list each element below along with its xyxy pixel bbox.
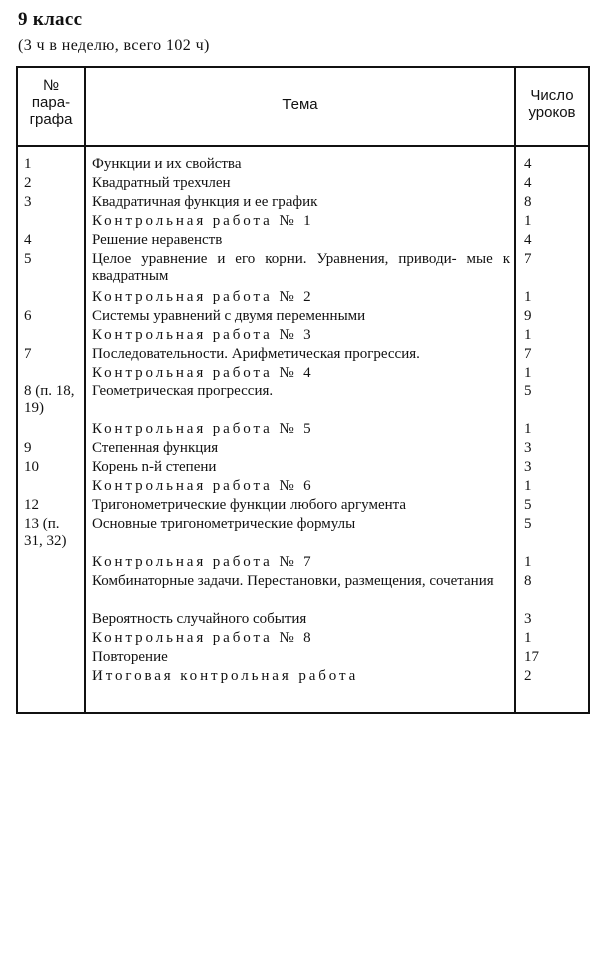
header-topic: Тема bbox=[282, 96, 318, 113]
header-divider bbox=[16, 145, 590, 147]
topic-cell: Контрольная работа № 4 bbox=[92, 365, 314, 381]
paragraph-number: 1 bbox=[24, 156, 32, 172]
lesson-count: 1 bbox=[524, 630, 532, 646]
lesson-count: 1 bbox=[524, 421, 532, 437]
header-lesson-count bbox=[516, 87, 588, 121]
topic-cell: Контрольная работа № 7 bbox=[92, 554, 314, 570]
topic-cell: Степенная функция bbox=[92, 440, 219, 456]
topic-cell: Контрольная работа № 5 bbox=[92, 421, 314, 437]
topic-cell: Основные тригонометрические формулы bbox=[92, 516, 356, 532]
topic-cell: Комбинаторные задачи. Перестановки, размещения, сочетания bbox=[92, 573, 494, 589]
topic-cell: Функции и их свойства bbox=[92, 156, 242, 172]
topic-cell: Тригонометрические функции любого аргумента bbox=[92, 497, 407, 513]
header-paragraph-number bbox=[18, 77, 84, 128]
header-line: пара- bbox=[31, 94, 71, 111]
lesson-count: 3 bbox=[524, 611, 532, 627]
header-line: графа bbox=[29, 111, 73, 128]
paragraph-number: 8 (п. 18, 19) bbox=[24, 383, 75, 416]
lesson-count: 3 bbox=[524, 459, 532, 475]
lesson-count: 8 bbox=[524, 194, 532, 210]
paragraph-number: 3 bbox=[24, 194, 32, 210]
lesson-count: 7 bbox=[524, 251, 532, 267]
topic-cell: Контрольная работа № 2 bbox=[92, 289, 314, 305]
lesson-count: 5 bbox=[524, 516, 532, 532]
lesson-count: 2 bbox=[524, 668, 532, 684]
lesson-count: 3 bbox=[524, 440, 532, 456]
topic-cell: Системы уравнений с двумя переменными bbox=[92, 308, 366, 324]
lesson-count: 5 bbox=[524, 497, 532, 513]
topic-cell: Итоговая контрольная работа bbox=[92, 668, 359, 684]
paragraph-number: 9 bbox=[24, 440, 32, 456]
lesson-count: 1 bbox=[524, 327, 532, 343]
lesson-count: 7 bbox=[524, 346, 532, 362]
topic-cell: Квадратичная функция и ее график bbox=[92, 194, 318, 210]
page-heading: 9 класс bbox=[18, 9, 83, 30]
lesson-count: 1 bbox=[524, 478, 532, 494]
paragraph-number: 4 bbox=[24, 232, 32, 248]
lesson-count: 4 bbox=[524, 175, 532, 191]
topic-cell: Целое уравнение и его корни. Уравнения, приводи- мые к квадратным bbox=[92, 251, 510, 284]
topic-cell: Последовательности. Арифметическая прогрессия. bbox=[92, 346, 420, 362]
column-divider bbox=[84, 66, 86, 714]
paragraph-number: 13 (п. 31, 32) bbox=[24, 516, 67, 549]
topic-cell: Контрольная работа № 3 bbox=[92, 327, 314, 343]
topic-cell: Повторение bbox=[92, 649, 168, 665]
paragraph-number: 10 bbox=[24, 459, 39, 475]
topic-cell: Геометрическая прогрессия. bbox=[92, 383, 274, 399]
lesson-count: 1 bbox=[524, 213, 532, 229]
lesson-count: 4 bbox=[524, 156, 532, 172]
paragraph-number: 7 bbox=[24, 346, 32, 362]
header-line: Число bbox=[530, 87, 574, 104]
topic-cell: Контрольная работа № 6 bbox=[92, 478, 314, 494]
topic-cell: Контрольная работа № 1 bbox=[92, 213, 314, 229]
lesson-count: 4 bbox=[524, 232, 532, 248]
paragraph-number: 5 bbox=[24, 251, 32, 267]
topic-cell: Корень n-й степени bbox=[92, 459, 217, 475]
topic-cell: Квадратный трехчлен bbox=[92, 175, 231, 191]
topic-cell: Решение неравенств bbox=[92, 232, 223, 248]
lesson-count: 9 bbox=[524, 308, 532, 324]
column-divider bbox=[514, 66, 516, 714]
paragraph-number: 2 bbox=[24, 175, 32, 191]
page-subheading: (3 ч в неделю, всего 102 ч) bbox=[18, 37, 210, 54]
lesson-count: 5 bbox=[524, 383, 532, 399]
lesson-count: 1 bbox=[524, 554, 532, 570]
header-line: № bbox=[42, 77, 60, 94]
lesson-count: 1 bbox=[524, 365, 532, 381]
lesson-count: 17 bbox=[524, 649, 539, 665]
topic-cell: Контрольная работа № 8 bbox=[92, 630, 314, 646]
lesson-count: 1 bbox=[524, 289, 532, 305]
paragraph-number: 12 bbox=[24, 497, 39, 513]
header-line: уроков bbox=[528, 104, 576, 121]
topic-cell: Вероятность случайного события bbox=[92, 611, 307, 627]
paragraph-number: 6 bbox=[24, 308, 32, 324]
lesson-count: 8 bbox=[524, 573, 532, 589]
